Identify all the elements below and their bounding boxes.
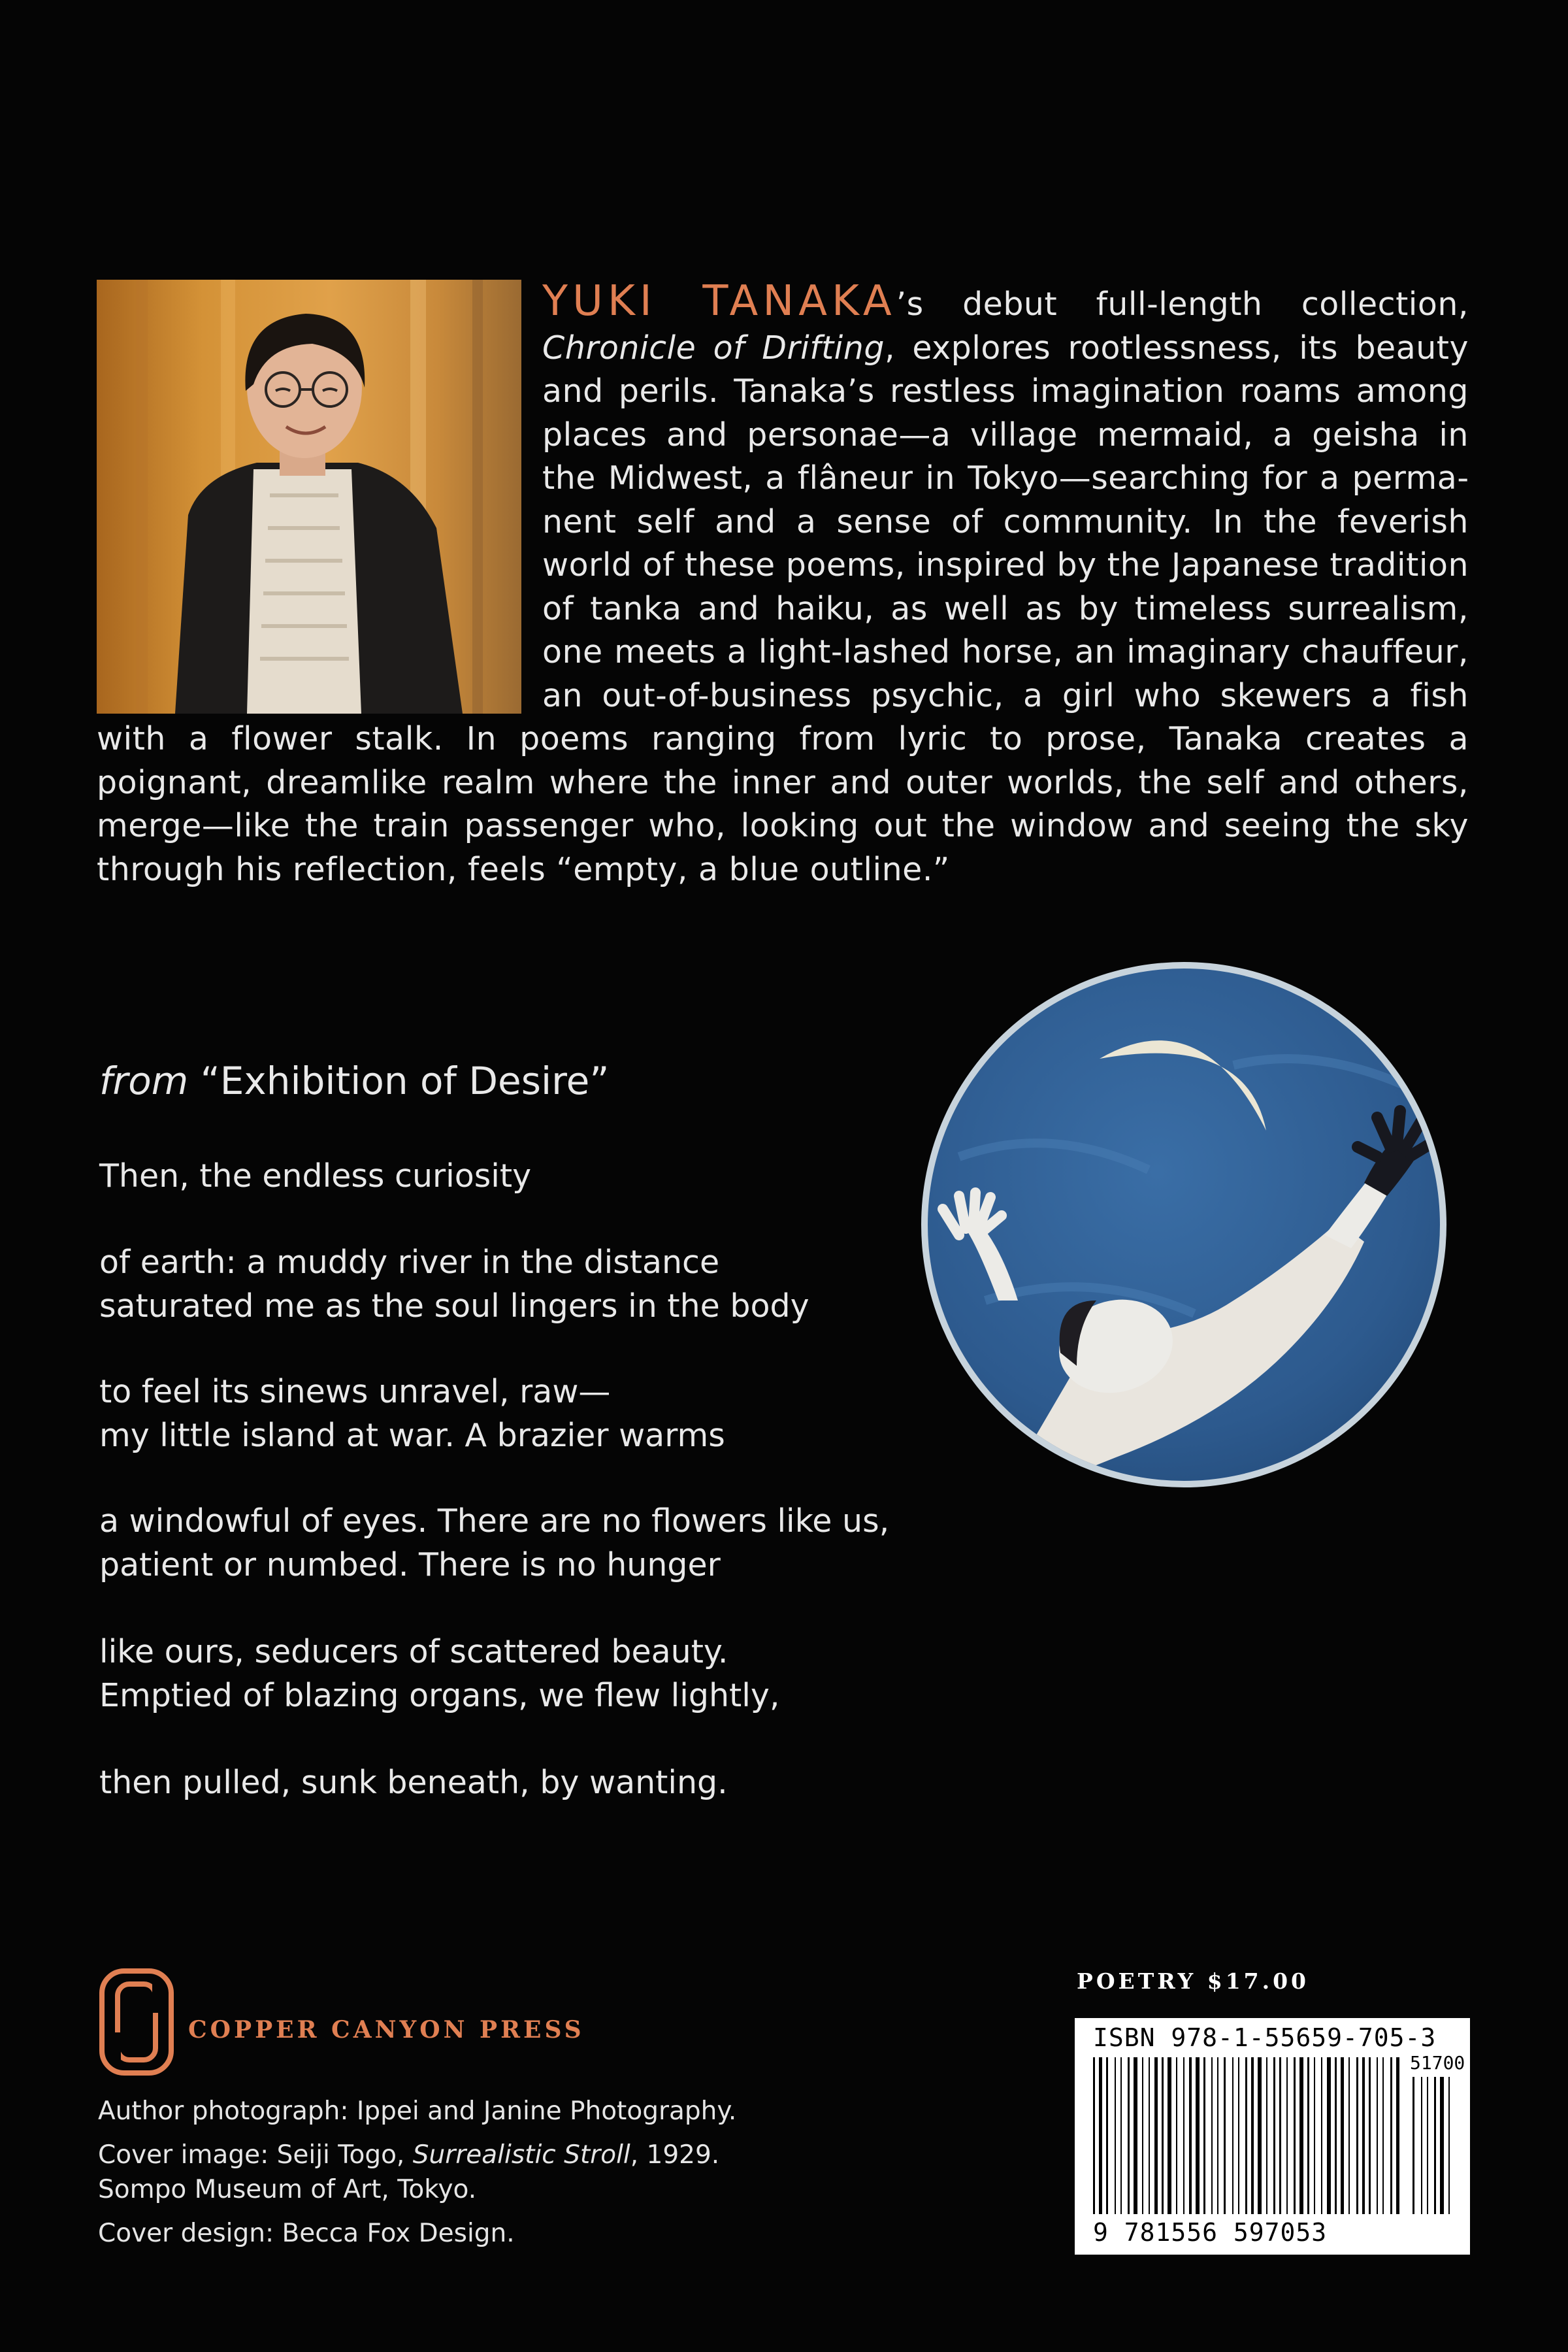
- barcode-bar: [1335, 2057, 1337, 2214]
- barcode-bar: [1217, 2057, 1218, 2214]
- poem-stanza-5: [99, 1630, 779, 1717]
- barcode-bar: [1115, 2057, 1116, 2214]
- barcode-bar: [1224, 2057, 1226, 2214]
- barcode-bar: [1189, 2057, 1192, 2214]
- design-credit: Cover design: Becca Fox Design.: [98, 2219, 515, 2248]
- barcode-number: 9 781556 597053: [1093, 2218, 1328, 2247]
- barcode-bar: [1356, 2057, 1358, 2214]
- barcode-bar: [1203, 2057, 1205, 2214]
- book-title: Chronicle of Drifting: [542, 329, 885, 367]
- barcode-bar: [1286, 2057, 1288, 2214]
- barcode-bar: [1396, 2057, 1399, 2214]
- barcode-bar: [1134, 2057, 1137, 2214]
- barcode-bar: [1341, 2057, 1344, 2214]
- publisher-logo-icon: [98, 1967, 175, 2077]
- poem-line: my little island at war. A brazier warms: [99, 1417, 725, 1454]
- barcode-bars-icon: [1093, 2057, 1452, 2217]
- barcode-bar: [1321, 2057, 1322, 2214]
- barcode-bar: [1099, 2057, 1102, 2214]
- barcode-addon-bar: [1434, 2077, 1436, 2214]
- poem-line: Then, the endless curiosity: [99, 1157, 532, 1195]
- price-addon-code: 51700: [1410, 2052, 1465, 2074]
- poem-stanza-6: [99, 1761, 728, 1804]
- poem-line: patient or numbed. There is no hunger: [99, 1546, 721, 1583]
- barcode-addon-bar: [1421, 2077, 1422, 2214]
- blurb-after-name: ’s debut full-length collection,: [896, 286, 1469, 323]
- barcode-bar: [1149, 2057, 1150, 2214]
- poem-stanza-2: [99, 1240, 809, 1328]
- poem-line: of earth: a muddy river in the distance: [99, 1244, 720, 1281]
- barcode-bar: [1093, 2057, 1095, 2214]
- barcode-bar: [1294, 2057, 1296, 2214]
- barcode-addon-bar: [1427, 2077, 1428, 2214]
- poem-title: [99, 1059, 609, 1103]
- isbn-text: ISBN 978-1-55659-705-3: [1093, 2023, 1437, 2052]
- barcode-bar: [1273, 2057, 1275, 2214]
- photo-spacer: [97, 280, 542, 714]
- publisher-name: COPPER CANYON PRESS: [188, 2016, 585, 2044]
- barcode-bar: [1299, 2057, 1303, 2214]
- blurb-text: , explores rootlessness, its beauty and perils. Tanaka’s restless imagination roams among places and personae—a village mermaid, a geisha in the Midwest, a flâneur in Tokyo—searching for a permanent self and a sense of community. In the feverish world of these poems, inspired by the Japanese tradition of tanka and haiku, as well as by timeless surrealism, one meets a light-lashed horse, an imaginary chauffeur, an out-of-business psychic, a girl who skewers a fish with a flower stalk. In poems ranging from lyric to prose, Tanaka creates a poignant, dreamlike realm where the inner and outer worlds, the self and others, merge—like the train passenger who, looking out the window and seeing the sky through his reflection, feels “empty, a blue outline.”: [97, 329, 1469, 888]
- barcode-bar: [1211, 2057, 1213, 2214]
- barcode-bar: [1162, 2057, 1164, 2214]
- barcode-bar: [1106, 2057, 1108, 2214]
- poem-line: to feel its sinews unravel, raw—: [99, 1373, 611, 1410]
- barcode-bar: [1327, 2057, 1331, 2214]
- barcode-bar: [1369, 2057, 1371, 2214]
- barcode-addon-bar: [1448, 2077, 1450, 2214]
- poem-from-word: from: [99, 1059, 189, 1103]
- poem-line: then pulled, sunk beneath, by wanting.: [99, 1764, 728, 1801]
- isbn-barcode: [1075, 2018, 1470, 2255]
- cover-art-circle: [920, 961, 1448, 1489]
- barcode-bar: [1128, 2057, 1130, 2214]
- barcode-bar: [1258, 2057, 1262, 2214]
- barcode-addon-bar: [1413, 2077, 1414, 2214]
- cover-credit-suffix: , 1929.: [630, 2140, 720, 2170]
- barcode-bar: [1176, 2057, 1177, 2214]
- poem-stanza-4: [99, 1499, 889, 1587]
- barcode-bar: [1251, 2057, 1254, 2214]
- cover-image-credit: [98, 2138, 719, 2172]
- barcode-addon-bar: [1440, 2077, 1444, 2214]
- barcode-bar: [1142, 2057, 1143, 2214]
- poem-line: Emptied of blazing organs, we flew lightly,: [99, 1677, 780, 1714]
- barcode-bar: [1238, 2057, 1239, 2214]
- barcode-bar: [1154, 2057, 1158, 2214]
- barcode-bar: [1307, 2057, 1309, 2214]
- barcode-bar: [1377, 2057, 1378, 2214]
- poem-title-text: “Exhibition of Desire”: [200, 1059, 610, 1103]
- barcode-bar: [1245, 2057, 1247, 2214]
- poem-line: saturated me as the soul lingers in the body: [99, 1287, 809, 1325]
- barcode-bar: [1390, 2057, 1392, 2214]
- barcode-bar: [1279, 2057, 1281, 2214]
- barcode-bar: [1183, 2057, 1184, 2214]
- poem-stanza-1: [99, 1154, 531, 1198]
- author-name: YUKI TANAKA: [542, 277, 896, 325]
- poem-line: like ours, seducers of scattered beauty.: [99, 1633, 728, 1670]
- barcode-bar: [1232, 2057, 1233, 2214]
- barcode-bar: [1120, 2057, 1122, 2214]
- photo-credit: Author photograph: Ippei and Janine Photography.: [98, 2096, 737, 2126]
- cover-artwork-title: Surrealistic Stroll: [412, 2140, 630, 2170]
- poem-stanza-3: [99, 1370, 725, 1457]
- museum-credit: Sompo Museum of Art, Tokyo.: [98, 2175, 477, 2204]
- poem-line: a windowful of eyes. There are no flowers like us,: [99, 1502, 890, 1540]
- barcode-bar: [1266, 2057, 1267, 2214]
- barcode-bar: [1382, 2057, 1384, 2214]
- barcode-bar: [1168, 2057, 1171, 2214]
- price-label: POETRY $17.00: [1077, 1968, 1310, 1994]
- barcode-bar: [1196, 2057, 1200, 2214]
- cover-credit-prefix: Cover image: Seiji Togo,: [98, 2140, 413, 2170]
- barcode-bar: [1348, 2057, 1350, 2214]
- barcode-bar: [1314, 2057, 1315, 2214]
- barcode-bar: [1362, 2057, 1365, 2214]
- book-description: [97, 277, 1469, 891]
